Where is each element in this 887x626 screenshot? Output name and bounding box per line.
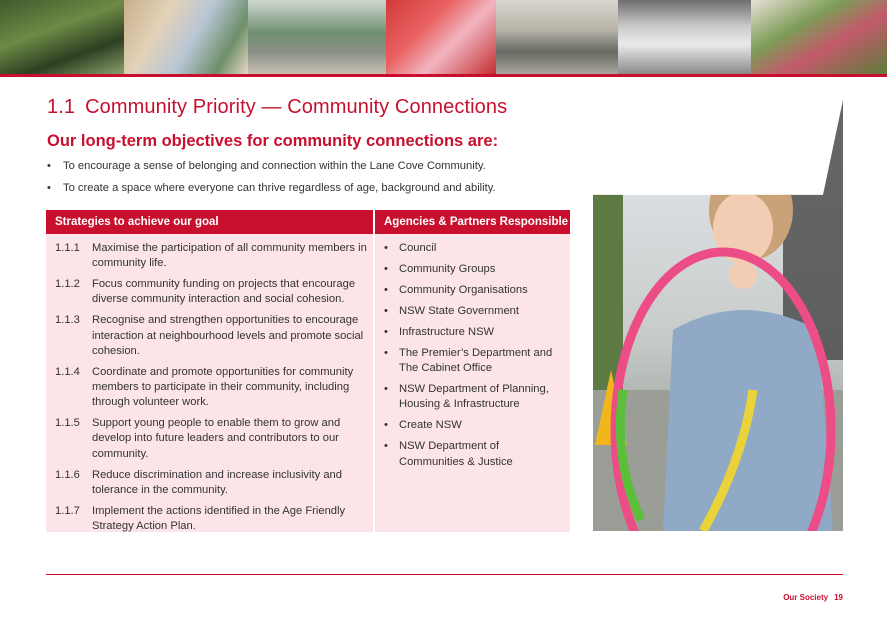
list-item: • Infrastructure NSW: [375, 325, 570, 340]
strategies-column: [46, 210, 375, 532]
table-row: [46, 365, 373, 411]
objectives-heading: Our long-term objectives for community connections are:: [47, 132, 499, 150]
strategies-header: Strategies to achieve our goal: [46, 210, 373, 234]
bullet-icon: •: [384, 242, 388, 254]
strategy-text: Recognise and strengthen opportunities to encourage interaction at neighbourhood levels and promote social cohesion.: [92, 314, 364, 357]
strategy-code: 1.1.3: [55, 314, 80, 327]
strategies-table: [46, 210, 570, 532]
bullet-icon: •: [384, 419, 388, 432]
strategy-text: Support young people to enable them to grow and develop into future leaders and contributors to our community.: [92, 417, 341, 460]
bullet-icon: •: [384, 347, 388, 359]
children-reading-photo: [386, 0, 496, 74]
page-title: [47, 96, 507, 119]
list-item: • Create NSW: [375, 418, 570, 433]
header-divider: [0, 74, 887, 77]
table-row: [46, 241, 373, 271]
strategy-text: Coordinate and promote opportunities for community members to participate in their community, including through volunteer work.: [92, 365, 354, 409]
table-row: [46, 416, 373, 462]
table-row: [46, 504, 373, 534]
strategy-text: Reduce discrimination and increase inclusivity and tolerance in the community.: [92, 468, 342, 496]
list-item: • To encourage a sense of belonging and connection within the Lane Cove Community.: [47, 158, 496, 180]
bullet-icon: •: [384, 440, 388, 453]
list-item: • To create a space where everyone can thrive regardless of age, background and ability.: [47, 180, 496, 202]
strategy-code: 1.1.2: [55, 278, 80, 291]
family-reading-photo: [124, 0, 248, 74]
strategy-code: 1.1.7: [55, 504, 80, 517]
table-row: [46, 468, 373, 498]
list-item: • NSW Department of Communities & Justice: [375, 439, 570, 469]
objectives-list: [47, 158, 496, 202]
list-item: • NSW State Government: [375, 304, 570, 319]
photo-strip: [0, 0, 887, 74]
strategy-text: Focus community funding on projects that encourage diverse community interaction and social cohesion.: [92, 278, 356, 306]
strategy-text: Maximise the participation of all community members in community life.: [92, 242, 367, 270]
list-item: • The Premier’s Department and The Cabinet Office: [375, 346, 570, 376]
footer-section: Our Society: [783, 593, 829, 602]
table-row: [46, 277, 373, 307]
agencies-column: [375, 210, 570, 532]
bullet-icon: •: [47, 182, 51, 194]
section-number: 1.1: [47, 96, 76, 118]
strategy-code: 1.1.4: [55, 365, 80, 378]
list-item: • Community Organisations: [375, 283, 570, 298]
garden-group-photo: [751, 0, 887, 74]
page-number: 19: [834, 593, 843, 602]
agencies-header: Agencies & Partners Responsible: [375, 210, 570, 234]
strategies-list: [46, 234, 373, 534]
bullet-icon: •: [384, 263, 388, 275]
section-title: Community Priority — Community Connections: [85, 96, 508, 118]
bullet-icon: •: [384, 284, 388, 296]
plaza-photo: [248, 0, 386, 74]
rainforest-photo: [0, 0, 124, 74]
strategy-text: Implement the actions identified in the Age Friendly Strategy Action Plan.: [92, 504, 346, 533]
tree-shape: [593, 190, 623, 390]
table-row: [46, 313, 373, 359]
girl-with-hula-hoop-photo: [593, 100, 843, 531]
bullet-icon: •: [47, 160, 51, 172]
bullet-icon: •: [384, 383, 388, 396]
photo-illustration: [593, 100, 843, 531]
street-family-photo: [496, 0, 618, 74]
bullet-icon: •: [384, 305, 388, 317]
list-item: • Community Groups: [375, 262, 570, 277]
electric-cars-photo: [618, 0, 751, 74]
footer-divider: [46, 574, 843, 575]
strategy-code: 1.1.5: [55, 417, 80, 430]
bullet-icon: •: [384, 326, 388, 338]
list-item: • Council: [375, 241, 570, 256]
strategy-code: 1.1.6: [55, 468, 80, 481]
hand-shape: [729, 261, 757, 289]
strategy-code: 1.1.1: [55, 242, 80, 254]
agencies-list: [375, 234, 570, 470]
list-item: • NSW Department of Planning, Housing & Infrastructure: [375, 382, 570, 412]
page-footer: [783, 593, 843, 602]
